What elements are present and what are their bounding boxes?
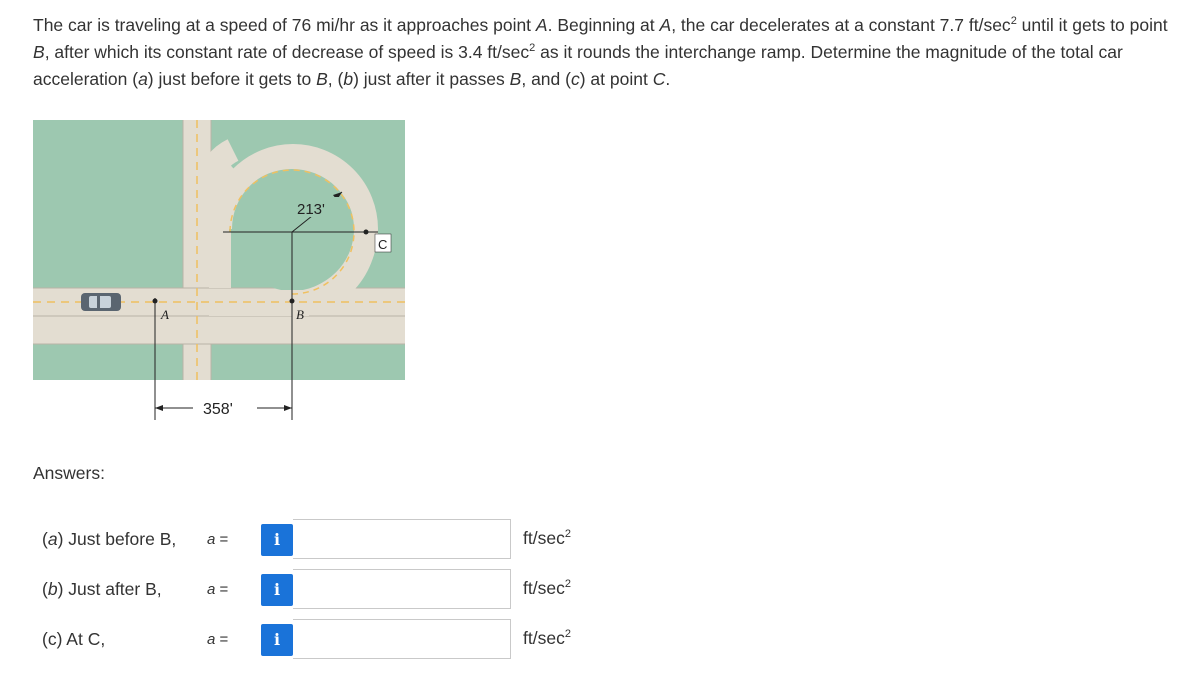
radius-label: 213' <box>297 201 325 218</box>
answer-unit-b: $ft/\sec^2$ <box>523 578 571 598</box>
answer-input-b[interactable] <box>293 569 511 609</box>
interchange-figure <box>33 120 405 425</box>
point-c-label: C <box>378 237 388 252</box>
answer-label-c: (c) At C, <box>42 629 106 649</box>
point-a-label: A <box>161 307 169 322</box>
info-icon: i <box>273 580 281 599</box>
info-button-c[interactable] <box>261 624 293 656</box>
answer-input-a[interactable] <box>293 519 511 559</box>
answer-row-c <box>42 619 642 661</box>
distance-label: 358' <box>203 401 233 418</box>
point-b-label: B <box>296 307 304 322</box>
answer-row-a <box>42 519 642 561</box>
answer-label-a: (a) Just before B, <box>42 529 177 549</box>
point-c-dot <box>364 230 369 235</box>
info-icon: i <box>273 530 281 549</box>
problem-statement: The car is traveling at a speed of 76 mi/hr as it approaches point A. Beginning at A, the car decelerates at a constant 7.7 $ft/\sec^2$ until it gets to point B, after which its constant rate of decrease of speed is 3.4 $ft/\sec^2$ as it rounds the interchange ramp. Determine the magnitude of the total car acceleration (a) just before it gets to B, (b) just after it passes B, and (c) at point C. <box>33 15 1168 89</box>
info-icon: i <box>273 630 281 649</box>
info-button-b[interactable] <box>261 574 293 606</box>
answers-heading: Answers: <box>33 463 105 483</box>
answer-unit-c: $ft/\sec^2$ <box>523 628 571 648</box>
info-button-a[interactable] <box>261 524 293 556</box>
answer-variable-a: a = <box>207 531 229 548</box>
car-icon <box>81 293 121 311</box>
answer-variable-b: a = <box>207 581 229 598</box>
answer-input-c[interactable] <box>293 619 511 659</box>
point-b-dot <box>290 299 295 304</box>
point-a-dot <box>153 299 158 304</box>
answer-variable-c: a = <box>207 631 229 648</box>
answer-row-b <box>42 569 642 611</box>
answer-label-b: (b) Just after B, <box>42 579 162 599</box>
answer-unit-a: $ft/\sec^2$ <box>523 528 571 548</box>
